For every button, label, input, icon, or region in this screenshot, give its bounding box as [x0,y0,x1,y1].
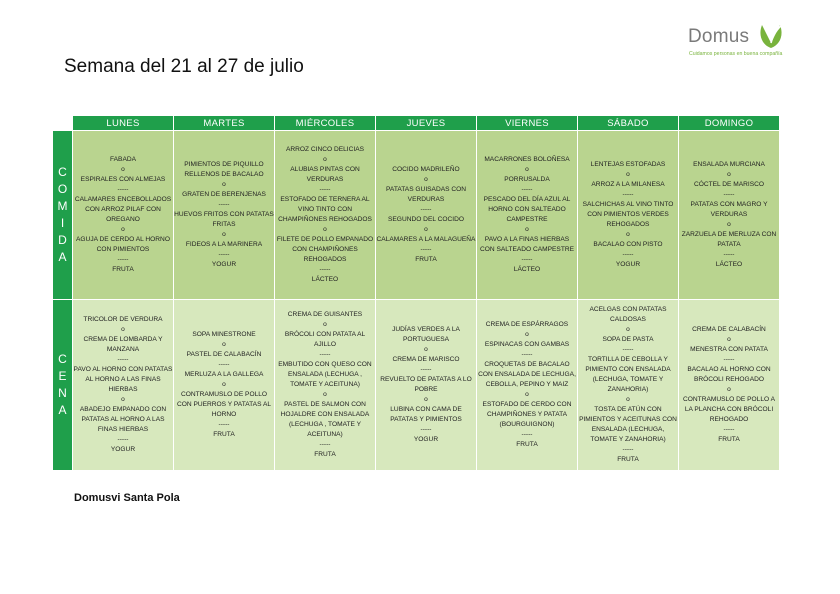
menu-line: o [525,226,529,233]
domusvi-logo [686,20,796,64]
menu-line: TRICOLOR DE VERDURA [83,316,163,323]
menu-line: YOGUR [413,436,439,443]
menu-line: o [727,221,731,228]
menu-line: ----- [420,246,432,253]
menu-line: o [525,166,529,173]
leaf-logo-icon [756,21,786,51]
day-header: VIERNES [477,116,578,131]
menu-line: PESCADO DEL DÍA AZUL AL HORNO CON SALTEADO CAMPESTRE [483,196,571,223]
days-header-row [53,116,780,131]
menu-line: ----- [319,266,331,273]
menu-line: ALUBIAS PINTAS CON VERDURAS [290,166,360,183]
menu-line: GRATEN DE BERENJENAS [182,191,266,198]
menu-line: ----- [622,251,634,258]
footer-location: Domusvi Santa Pola [74,492,180,504]
section-label-letter: M [57,199,68,213]
menu-line: FRUTA [516,441,538,448]
menu-line: o [727,171,731,178]
menu-line: COCIDO MADRILEÑO [392,166,460,173]
menu-line: o [424,226,428,233]
menu-line: BRÓCOLI CON PATATA AL AJILLO [284,331,366,348]
menu-line: ----- [521,186,533,193]
menu-cell [73,300,174,471]
header-corner [53,116,73,131]
menu-line: LÁCTEO [311,276,339,283]
menu-cell [578,300,679,471]
menu-line: CALAMARES A LA MALAGUEÑA [376,236,476,243]
day-header: JUEVES [376,116,477,131]
menu-line: o [323,391,327,398]
menu-line: CÓCTEL DE MARISCO [693,181,765,188]
section-label-letter: O [57,182,68,196]
menu-line: ABADEJO EMPANADO CON PATATAS AL HORNO A LAS FINAS HIERBAS [79,406,167,433]
menu-line: CREMA DE GUISANTES [287,311,363,318]
menu-line: ----- [622,446,634,453]
menu-line: FIDEOS A LA MARINERA [185,241,263,248]
menu-line: PAVO AL HORNO CON PATATAS AL HORNO A LAS FINAS HIERBAS [73,366,173,393]
menu-line: ESTOFADO DE CERDO CON CHAMPIÑONES Y PATATA (BOURGUIGNON) [482,401,572,428]
menu-line: o [727,336,731,343]
menu-line: ----- [218,251,230,258]
logo-brand-text: Domus [688,26,750,47]
menu-line: PAVO A LA FINAS HIERBAS CON SALTEADO CAMPESTRE [479,236,575,253]
menu-line: FILETE DE POLLO EMPANADO CON CHAMPIÑONES REHOGADOS [276,236,374,263]
day-header: SÁBADO [578,116,679,131]
menu-line: PASTEL DE CALABACÍN [186,351,262,358]
menu-cell [376,131,477,300]
menu-line: ----- [521,351,533,358]
menu-line: MACARRONES BOLOÑESA [484,156,570,163]
menu-line: ACELGAS CON PATATAS CALDOSAS [589,306,667,323]
menu-line: ----- [420,366,432,373]
menu-line: ----- [723,426,735,433]
menu-line: ARROZ CINCO DELICIAS [285,146,365,153]
page-title: Semana del 21 al 27 de julio [64,56,304,77]
menu-line: PORRUSALDA [504,176,550,183]
menu-line: AGUJA DE CERDO AL HORNO CON PIMIENTOS [76,236,170,253]
menu-line: CONTRAMUSLO DE POLLO CON PUERROS Y PATATAS AL HORNO [176,391,272,418]
menu-line: ----- [117,186,129,193]
menu-line: MERLUZA A LA GALLEGA [184,371,264,378]
menu-line: o [222,341,226,348]
section-label-letter: D [58,233,67,247]
menu-line: PASTEL DE SALMON CON HOJALDRE CON ENSALADA (LECHUGA , TOMATE Y ACEITUNA) [280,401,370,438]
section-label [53,300,73,471]
menu-cell [477,131,578,300]
menu-line: LUBINA CON CAMA DE PATATAS Y PIMIENTOS [390,406,462,423]
menu-line: ----- [117,256,129,263]
menu-line: o [222,231,226,238]
section-label [53,131,73,300]
menu-line: FRUTA [314,451,336,458]
menu-cell [477,300,578,471]
menu-line: ----- [117,356,129,363]
menu-line: o [626,396,630,403]
menu-line: CONTRAMUSLO DE POLLO A LA PLANCHA CON BRÓCOLI REHOGADO [683,396,775,423]
menu-line: FRUTA [718,436,740,443]
menu-line: o [525,331,529,338]
weekly-menu-table [52,115,780,471]
section-label-letter: N [58,386,67,400]
menu-line: CALAMARES ENCEBOLLADOS CON ARROZ PILAF CON OREGANO [74,196,172,223]
menu-line: ----- [218,201,230,208]
menu-line: o [121,326,125,333]
day-header: MARTES [174,116,275,131]
menu-line: ESTOFADO DE TERNERA AL VINO TINTO CON CHAMPIÑONES REHOGADOS [278,196,372,223]
menu-cell [679,300,780,471]
menu-line: FRUTA [617,456,639,463]
menu-line: FRUTA [415,256,437,263]
menu-line: ----- [622,191,634,198]
menu-line: HUEVOS FRITOS CON PATATAS FRITAS [174,211,274,228]
menu-line: ----- [218,421,230,428]
menu-line: o [626,326,630,333]
menu-line: CREMA DE MARISCO [392,356,460,363]
menu-line: FRUTA [112,266,134,273]
day-header: DOMINGO [679,116,780,131]
menu-line: o [323,226,327,233]
menu-line: o [424,396,428,403]
menu-line: FRUTA [213,431,235,438]
menu-cell [73,131,174,300]
menu-line: ZARZUELA DE MERLUZA CON PATATA [681,231,777,248]
menu-line: ----- [521,256,533,263]
menu-cell [275,300,376,471]
menu-line: TOSTA DE ATÚN CON PIMIENTOS Y ACEITUNAS CON ENSALADA (LECHUGA, TOMATE Y ZANAHORIA) [579,406,677,443]
menu-line: ARROZ A LA MILANESA [591,181,665,188]
menu-line: SALCHICHAS AL VINO TINTO CON PIMIENTOS VERDES REHOGADOS [582,201,674,228]
menu-line: o [525,391,529,398]
menu-section-row [53,131,780,300]
menu-line: MENESTRA CON PATATA [690,346,768,353]
menu-line: ----- [622,346,634,353]
menu-line: ----- [117,436,129,443]
menu-line: o [323,156,327,163]
menu-cell [376,300,477,471]
menu-line: YOGUR [615,261,641,268]
menu-cell [679,131,780,300]
section-label-letter: C [58,165,67,179]
day-header: LUNES [73,116,174,131]
menu-line: ----- [420,426,432,433]
menu-cell [275,131,376,300]
menu-line: YOGUR [110,446,136,453]
menu-line: PIMIENTOS DE PIQUILLO RELLENOS DE BACALAO [184,161,264,178]
menu-line: ESPINACAS CON GAMBAS [484,341,570,348]
menu-line: o [121,166,125,173]
menu-line: o [626,171,630,178]
section-label-letter: A [58,403,67,417]
menu-cell [174,131,275,300]
menu-line: o [424,346,428,353]
section-label-letter: E [58,369,67,383]
menu-line: REVUELTO DE PATATAS A LO POBRE [380,376,472,393]
menu-line: YOGUR [211,261,237,268]
menu-line: ----- [723,356,735,363]
menu-line: PATATAS CON MAGRO Y VERDURAS [690,201,768,218]
menu-line: o [222,181,226,188]
menu-line: ----- [723,191,735,198]
menu-line: o [121,396,125,403]
menu-line: TORTILLA DE CEBOLLA Y PIMIENTO CON ENSALADA (LECHUGA, TOMATE Y ZANAHORIA) [585,356,671,393]
menu-line: ----- [218,361,230,368]
menu-line: LÁCTEO [715,261,743,268]
menu-line: ----- [319,186,331,193]
menu-line: ----- [319,441,331,448]
menu-line: SEGUNDO DEL COCIDO [388,216,464,223]
menu-line: ----- [723,251,735,258]
menu-line: LENTEJAS ESTOFADAS [590,161,666,168]
menu-line: o [222,381,226,388]
menu-line: PATATAS GUISADAS CON VERDURAS [386,186,466,203]
day-header: MIÉRCOLES [275,116,376,131]
menu-line: ----- [420,206,432,213]
menu-line: ENSALADA MURCIANA [693,161,765,168]
menu-line: BACALAO CON PISTO [593,241,663,248]
menu-line: FABADA [109,156,137,163]
menu-cell [174,300,275,471]
menu-line: o [727,386,731,393]
menu-line: SOPA DE PASTA [602,336,654,343]
menu-section-row [53,300,780,471]
menu-line: ----- [521,431,533,438]
menu-line: LÁCTEO [513,266,541,273]
menu-line: CREMA DE ESPÁRRAGOS [485,321,569,328]
section-label-letter: I [60,216,65,230]
menu-line: BACALAO AL HORNO CON BRÓCOLI REHOGADO [687,366,771,383]
section-label-letter: A [58,250,67,264]
menu-line: o [424,176,428,183]
menu-line: EMBUTIDO CON QUESO CON ENSALADA (LECHUGA , TOMATE Y ACEITUNA) [278,361,372,388]
menu-line: ----- [319,351,331,358]
menu-cell [578,131,679,300]
logo-tagline: Cuidamos personas en buena compañía [689,51,783,57]
menu-line: ESPIRALES CON ALMEJAS [80,176,166,183]
menu-line: CROQUETAS DE BACALAO CON ENSALADA DE LECHUGA, CEBOLLA, PEPINO Y MAIZ [478,361,576,388]
menu-line: CREMA DE LOMBARDA Y MANZANA [83,336,163,353]
menu-line: o [121,226,125,233]
menu-line: CREMA DE CALABACÍN [692,326,766,333]
menu-line: JUDÍAS VERDES A LA PORTUGUESA [392,326,460,343]
menu-line: o [323,321,327,328]
section-label-letter: C [58,352,67,366]
menu-line: o [626,231,630,238]
menu-line: SOPA MINESTRONE [192,331,256,338]
